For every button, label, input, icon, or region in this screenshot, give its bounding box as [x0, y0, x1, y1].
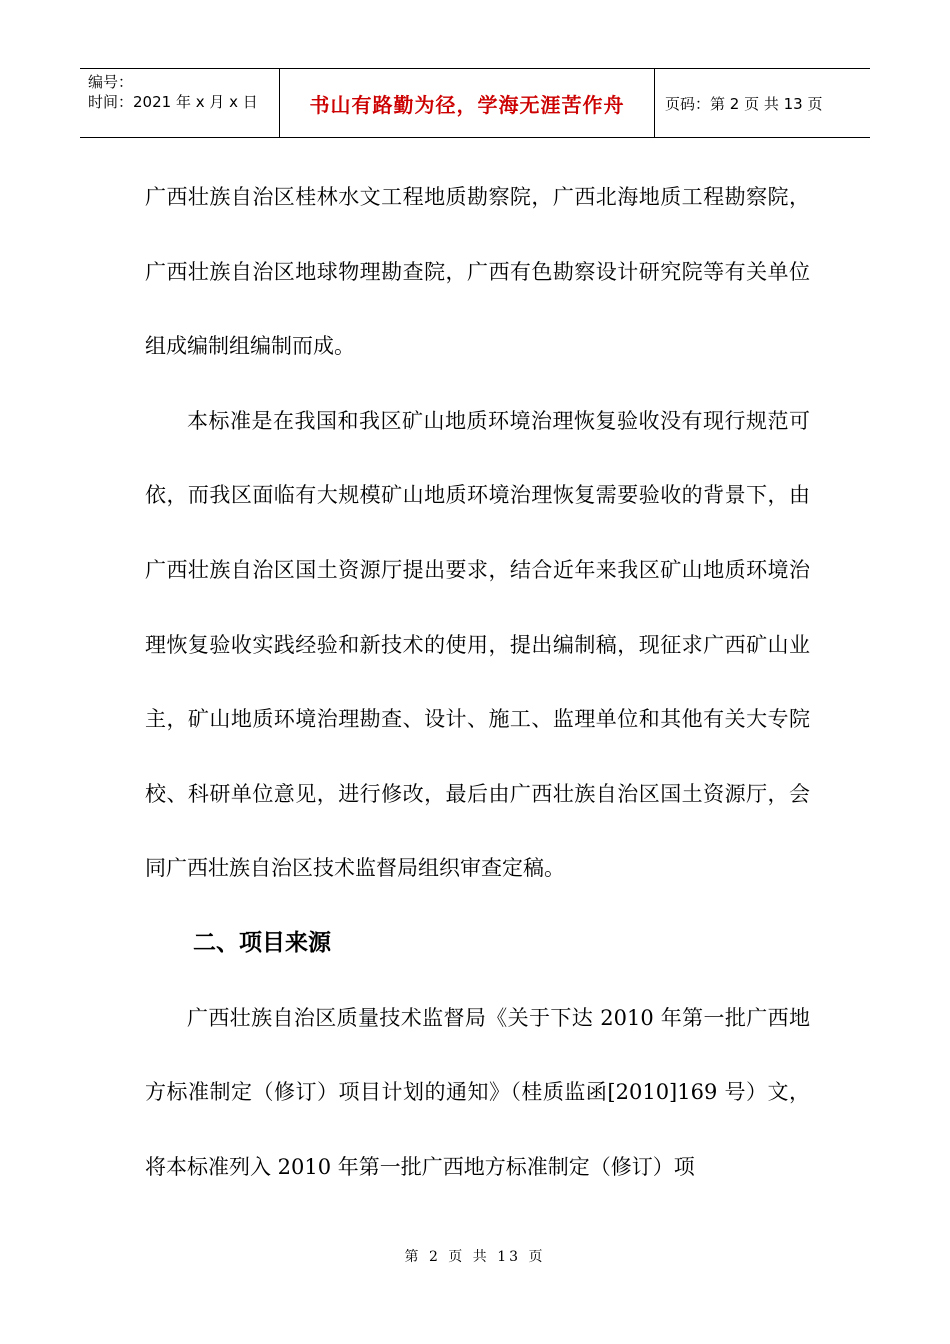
paragraph-2: 本标准是在我国和我区矿山地质环境治理恢复验收没有现行规范可依，而我区面临有大规模矿山地质环境治理恢复需要验收的背景下，由广西壮族自治区国土资源厅提出要求，结合近年来我区矿山地质环境治理恢复验收实践经验和新技术的使用，提出编制稿，现征求广西矿山业主，矿山地质环境治理勘查、设计、施工、监理单位和其他有关大专院校、科研单位意见，进行修改，最后由广西壮族自治区国土资源厅，会同广西壮族自治区技术监督局组织审查定稿。 — [145, 408, 810, 881]
paragraph-3: 广西壮族自治区质量技术监督局《关于下达 2010 年第一批广西地方标准制定（修订）项目计划的通知》（桂质监函[2010]169 号）文，将本标准列入 2010 年第一批广西地方标准制定（修订）项 — [145, 1005, 810, 1179]
document-time-label: 时间：2021 年 x 月 x 日 — [88, 93, 258, 111]
header-meta — [80, 69, 280, 137]
section-heading: 二、项目来源 — [193, 929, 331, 956]
header-motto: 书山有路勤为径，学海无涯苦作舟 — [280, 69, 655, 137]
header-page-info: 页码：第 2 页 共 13 页 — [665, 94, 823, 113]
page-footer: 第 2 页 共 13 页 — [404, 1249, 546, 1265]
document-body — [145, 160, 810, 1204]
paragraph-1: 广西壮族自治区桂林水文工程地质勘察院，广西北海地质工程勘察院，广西壮族自治区地球物理勘查院，广西有色勘察设计研究院等有关单位组成编制组编制而成。 — [145, 185, 810, 359]
page-header — [80, 68, 870, 138]
document-number-label: 编号： — [88, 73, 134, 91]
